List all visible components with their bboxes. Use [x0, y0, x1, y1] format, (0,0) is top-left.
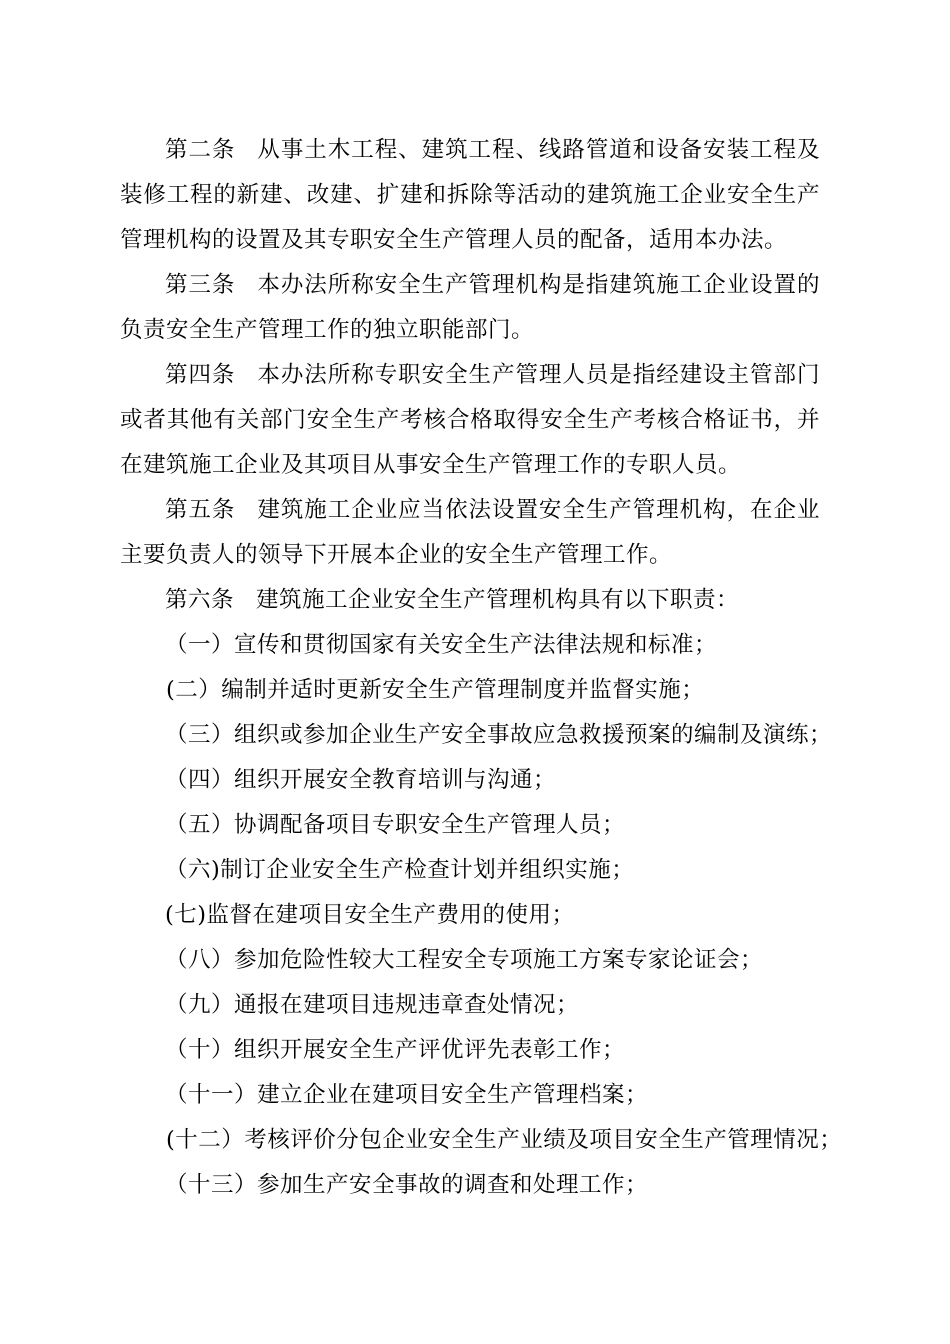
duty-item-7: (七)监督在建项目安全生产费用的使用；	[165, 902, 575, 928]
article-text: 建筑施工企业安全生产管理机构具有以下职责：	[256, 587, 740, 613]
duty-item-2: (二）编制并适时更新安全生产管理制度并监督实施；	[166, 677, 705, 703]
duty-item-8: （八）参加危险性较大工程安全专项施工方案专家论证会；	[165, 947, 764, 973]
article-5	[120, 488, 820, 578]
duty-item-3: （三）组织或参加企业生产安全事故应急救援预案的编制及演练；	[165, 722, 833, 748]
duty-item-9: （九）通报在建项目违规违章查处情况；	[165, 992, 580, 1018]
article-text: 从事土木工程、建筑工程、线路管道和设备安装工程及装修工程的新建、改建、扩建和拆除等活动的建筑施工企业安全生产管理机构的设置及其专职安全生产管理人员的配备，适用本办法。	[120, 137, 820, 253]
duty-item-11: （十一）建立企业在建项目安全生产管理档案；	[165, 1082, 649, 1108]
duty-item-6: （六)制订企业安全生产检查计划并组织实施；	[165, 857, 635, 883]
duty-item-5: （五）协调配备项目专职安全生产管理人员；	[165, 812, 626, 838]
duty-item-12: (十二）考核评价分包企业安全生产业绩及项目安全生产管理情况；	[166, 1127, 843, 1153]
article-2	[120, 128, 820, 263]
duty-item-10: （十）组织开展安全生产评优评先表彰工作；	[165, 1037, 626, 1063]
article-6	[120, 578, 820, 623]
duty-item-4: （四）组织开展安全教育培训与沟通；	[165, 767, 557, 793]
article-4	[120, 353, 820, 488]
article-text: 建筑施工企业应当依法设置安全生产管理机构，在企业主要负责人的领导下开展本企业的安全生产管理工作。	[120, 497, 820, 568]
article-text: 本办法所称专职安全生产管理人员是指经建设主管部门或者其他有关部门安全生产考核合格取得安全生产考核合格证书，并在建筑施工企业及其项目从事安全生产管理工作的专职人员。	[120, 362, 820, 478]
article-text: 本办法所称安全生产管理机构是指建筑施工企业设置的负责安全生产管理工作的独立职能部门。	[120, 272, 820, 343]
duty-item-1: （一）宣传和贯彻国家有关安全生产法律法规和标准；	[165, 632, 718, 658]
article-3	[120, 263, 820, 353]
article-label: 第三条	[165, 272, 236, 298]
article-label: 第四条	[165, 362, 236, 388]
document-body	[120, 128, 843, 1208]
article-label: 第六条	[165, 587, 235, 613]
duty-item-13: （十三）参加生产安全事故的调查和处理工作；	[165, 1172, 649, 1198]
article-label: 第二条	[165, 137, 236, 163]
article-label: 第五条	[165, 497, 236, 523]
